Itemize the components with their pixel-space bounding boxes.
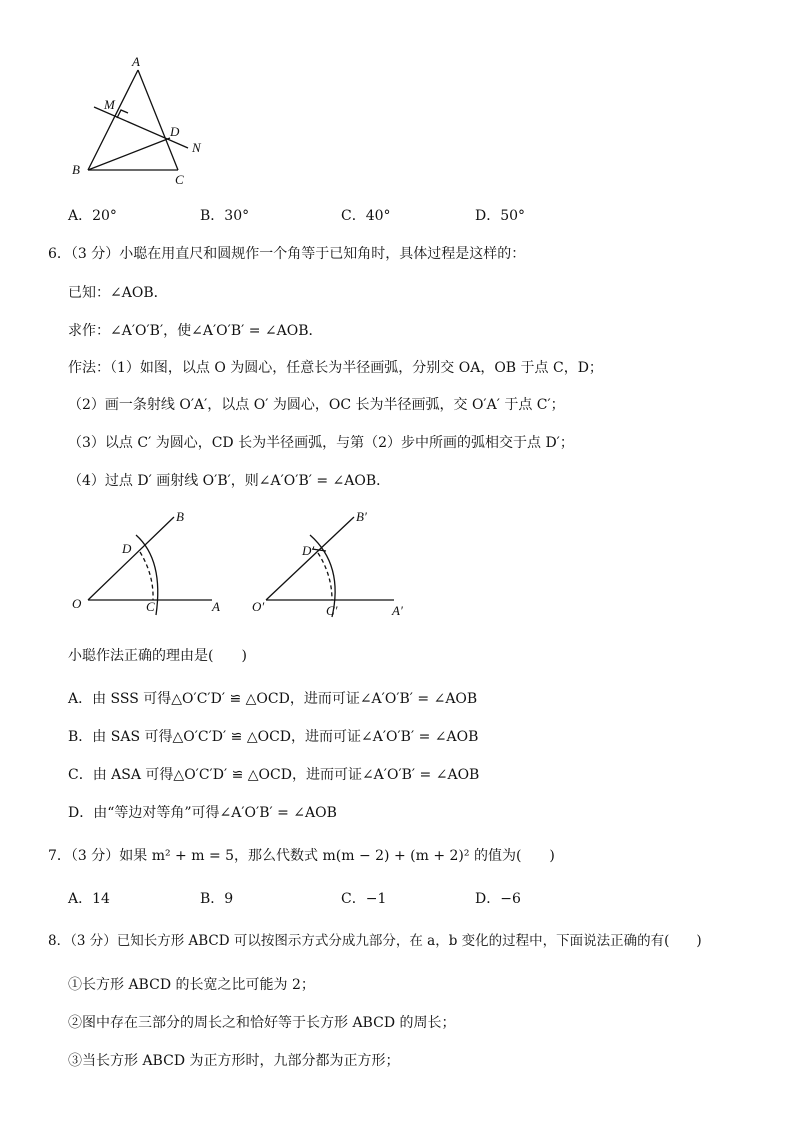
q6-fig1-label-a: A <box>212 599 220 614</box>
q6-figure-original <box>64 505 234 620</box>
q5-label-b: B <box>72 162 80 177</box>
q6-option-a: A．由 SSS 可得△O′C′D′ ≌ △OCD，进而可证∠A′O′B′ = ∠AOB <box>68 691 478 707</box>
q8-item-3: ③当长方形 ABCD 为正方形时，九部分都为正方形； <box>68 1053 400 1069</box>
q6-stem: 6．（3 分）小聪在用直尺和圆规作一个角等于已知角时，具体过程是这样的： <box>48 246 526 262</box>
q7-option-b: B．9 <box>200 891 234 907</box>
q6-fig2-label-a: A′ <box>392 603 403 618</box>
q5-option-c: C．40° <box>341 208 391 224</box>
q8-stem: 8．（3 分）已知长方形 ABCD 可以按图示方式分成九部分，在 a，b 变化的过程中，下面说法正确的有( ) <box>48 933 702 949</box>
q8-item-2: ②图中存在三部分的周长之和恰好等于长方形 ABCD 的周长； <box>68 1015 456 1031</box>
q5-label-c: C <box>175 172 184 187</box>
q7-option-c: C．−1 <box>341 891 387 907</box>
q5-option-b: B．30° <box>200 208 250 224</box>
q6-fig1-label-c: C <box>146 599 155 614</box>
q6-fig2-label-o: O′ <box>252 599 265 614</box>
q6-step-1: 作法：（1）如图，以点 O 为圆心，任意长为半径画弧，分别交 OA，OB 于点 C，D； <box>68 360 603 376</box>
q7-option-a: A．14 <box>68 891 110 907</box>
q6-fig1-label-d: D <box>122 541 132 556</box>
q5-label-m: M <box>104 97 115 112</box>
q7-option-d: D．−6 <box>475 891 521 907</box>
q5-label-n: N <box>192 140 201 155</box>
q5-option-a: A．20° <box>68 208 117 224</box>
q6-option-d: D．由“等边对等角”可得∠A′O′B′ = ∠AOB <box>68 805 337 821</box>
q6-fig1-label-b: B <box>176 509 184 524</box>
q6-fig1-label-o: O <box>72 596 82 611</box>
q5-label-a: A <box>132 54 140 69</box>
q6-question: 小聪作法正确的理由是( ) <box>68 648 247 664</box>
q6-known: 已知：∠AOB． <box>68 285 168 301</box>
q6-figure-constructed <box>248 505 418 620</box>
q6-step-2: （2）画一条射线 O′A′，以点 O′ 为圆心，OC 长为半径画弧，交 O′A′ 于点 C′； <box>68 397 565 413</box>
q6-option-b: B．由 SAS 可得△O′C′D′ ≌ △OCD，进而可证∠A′O′B′ = ∠AOB <box>68 729 479 745</box>
q5-option-d: D．50° <box>475 208 526 224</box>
q5-triangle-figure <box>60 52 220 188</box>
q5-label-d: D <box>170 124 180 139</box>
q6-fig2-label-c: C′ <box>326 603 338 618</box>
q6-step-3: （3）以点 C′ 为圆心，CD 长为半径画弧，与第（2）步中所画的弧相交于点 D′； <box>68 435 574 451</box>
q6-step-4: （4）过点 D′ 画射线 O′B′，则∠A′O′B′ = ∠AOB． <box>68 473 391 489</box>
q6-task: 求作：∠A′O′B′，使∠A′O′B′ = ∠AOB． <box>68 323 323 339</box>
q6-option-c: C．由 ASA 可得△O′C′D′ ≌ △OCD，进而可证∠A′O′B′ = ∠AOB <box>68 767 480 783</box>
q7-stem: 7．（3 分）如果 m² + m = 5，那么代数式 m(m − 2) + (m + 2)² 的值为( ) <box>48 848 555 864</box>
q6-fig2-label-b: B′ <box>356 509 367 524</box>
q6-fig2-label-d: D′ <box>302 543 315 558</box>
q8-item-1: ①长方形 ABCD 的长宽之比可能为 2； <box>68 977 315 993</box>
